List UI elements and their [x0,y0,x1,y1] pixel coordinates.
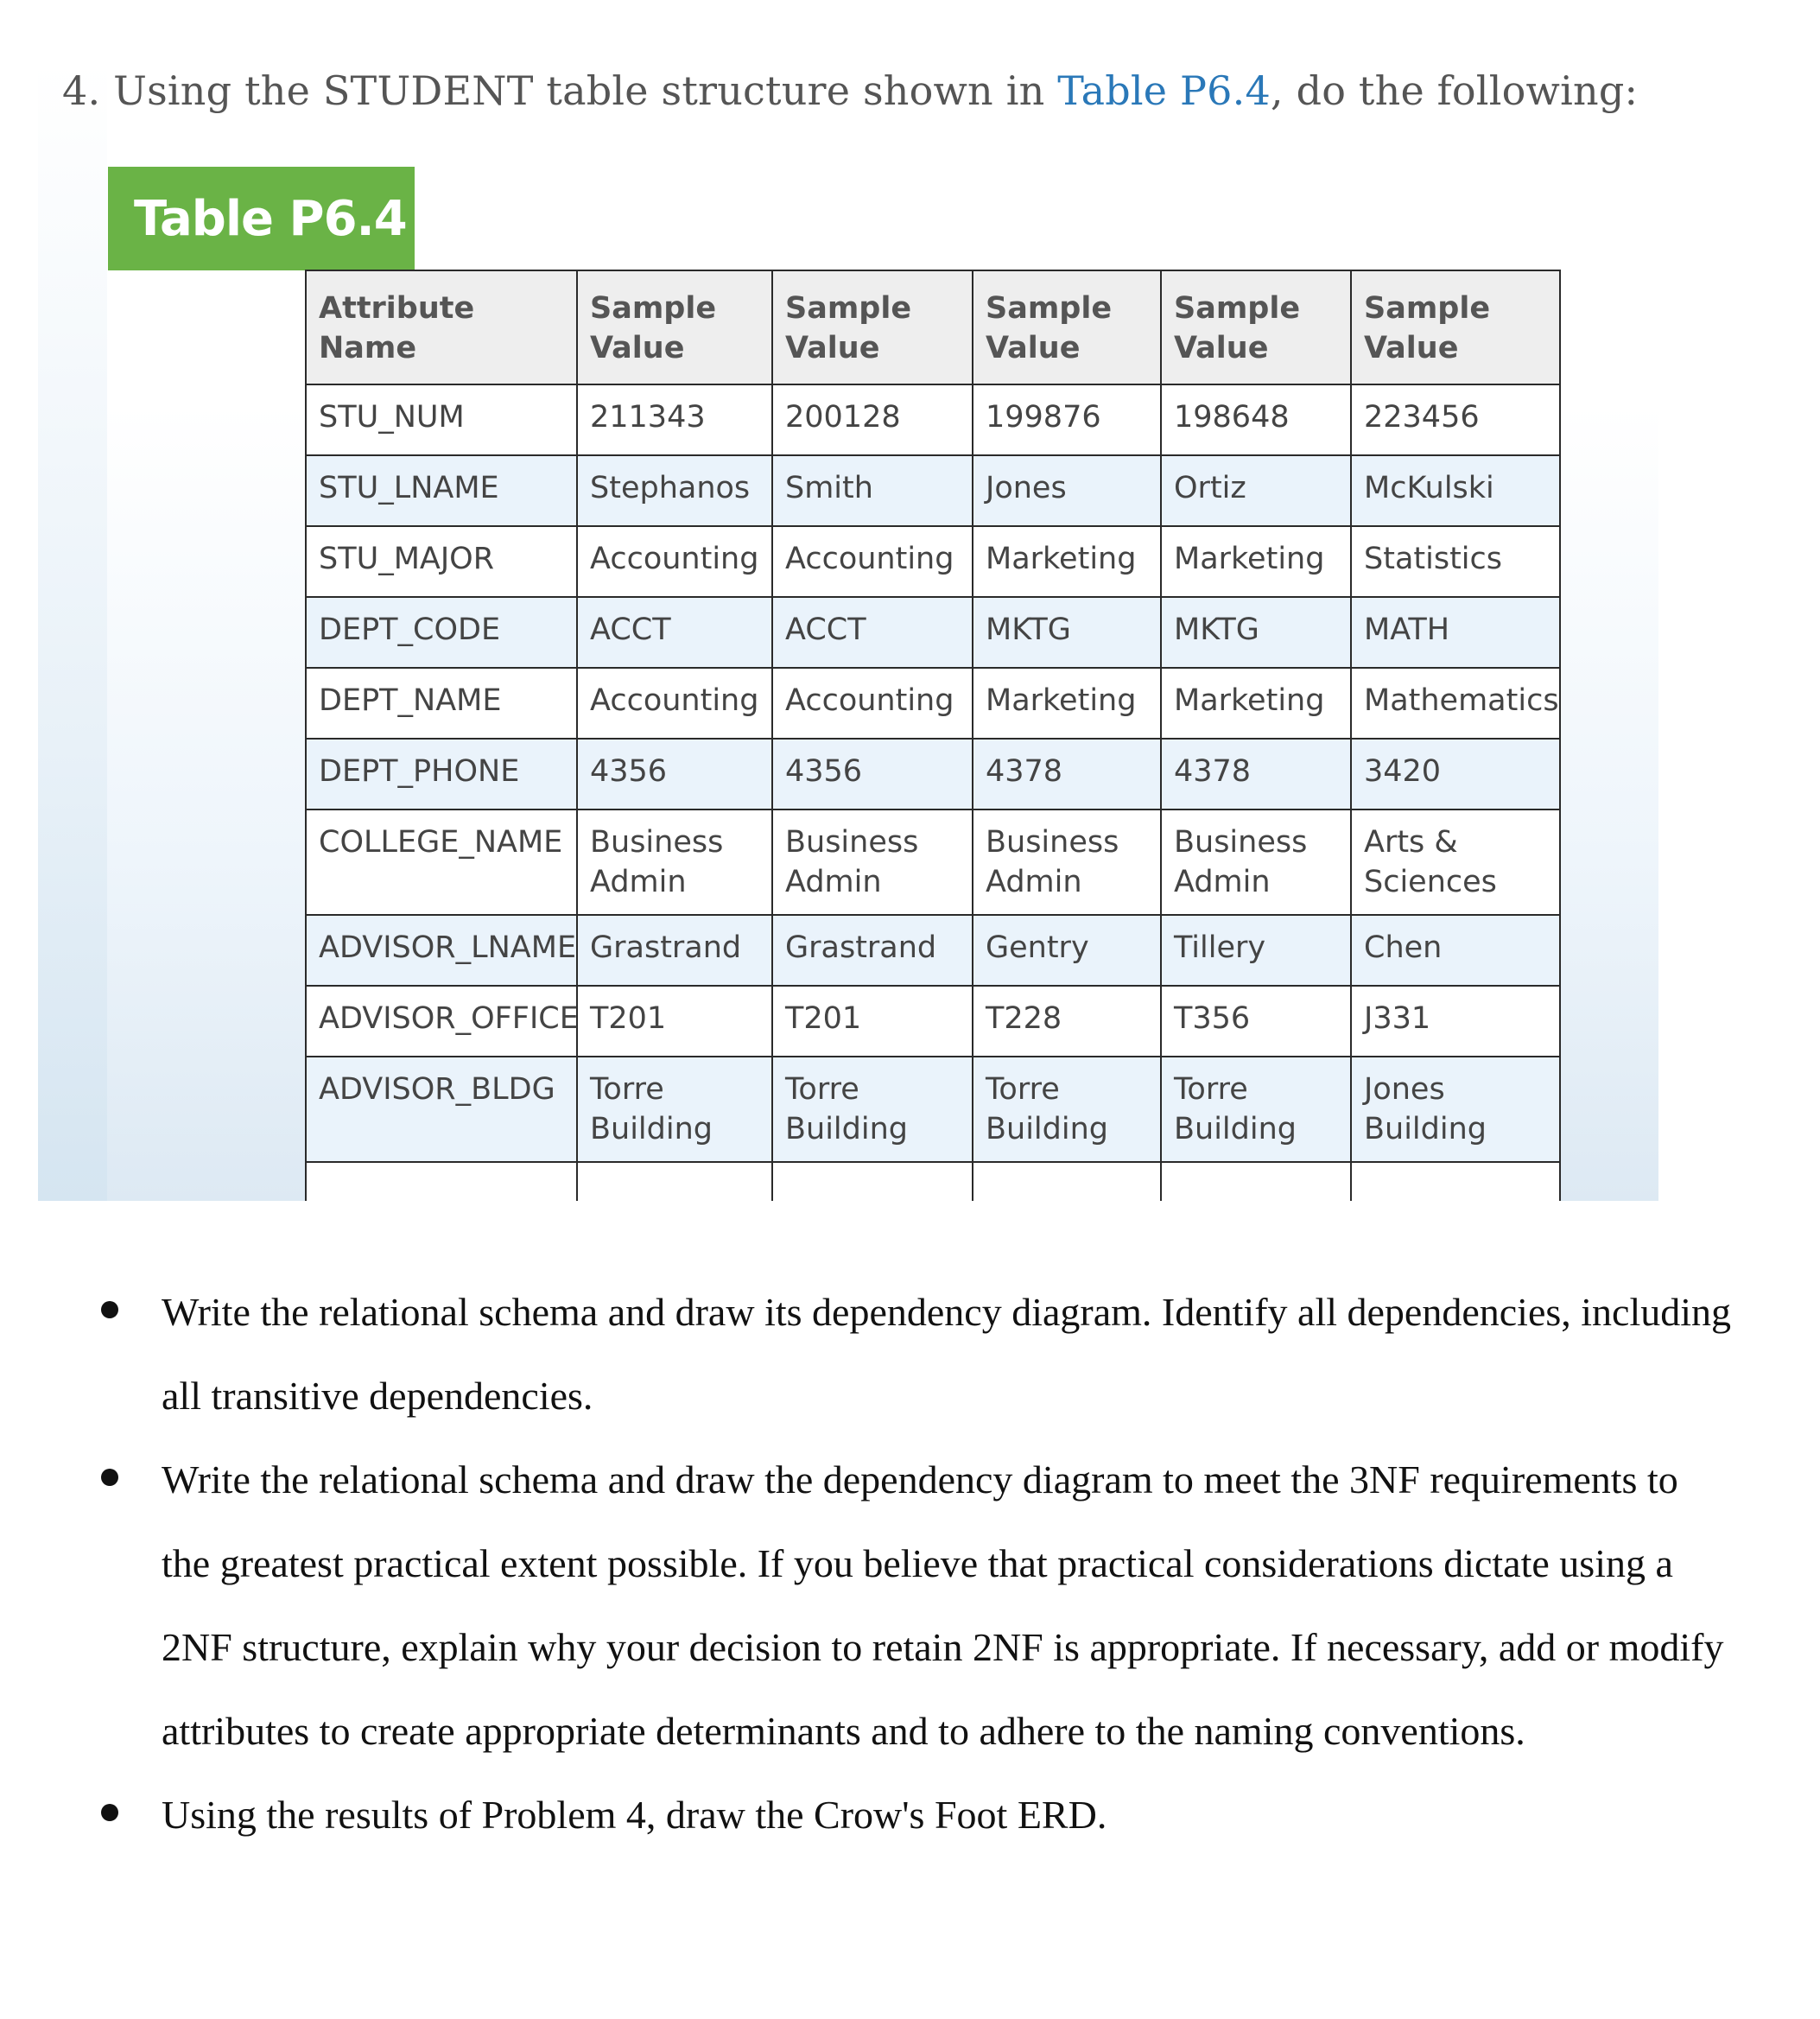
cutoff-cell [1161,1162,1351,1201]
value-cell: ACCT [577,597,772,668]
value-cell: 198648 [1161,384,1351,455]
header-attribute-name: Attribute Name [306,270,577,384]
value-cell: Marketing [973,668,1161,739]
value-cell: Mathematics [1351,668,1560,739]
value-cell: MKTG [1161,597,1351,668]
attribute-cell: ADVISOR_OFFICE [306,986,577,1057]
table-row [306,986,1560,1057]
textbook-excerpt-panel [38,62,1658,1201]
table-row [306,915,1560,986]
attribute-cell: COLLEGE_NAME [306,810,577,915]
cutoff-cell [1351,1162,1560,1201]
attribute-cell: STU_NUM [306,384,577,455]
table-row [306,1057,1560,1162]
value-cell: Accounting [772,668,973,739]
value-cell: MATH [1351,597,1560,668]
value-cell: Marketing [1161,668,1351,739]
attribute-cell: STU_MAJOR [306,526,577,597]
question-heading [62,67,1638,114]
value-cell: Jones Building [1351,1057,1560,1162]
value-cell: 200128 [772,384,973,455]
cutoff-cell [973,1162,1161,1201]
value-cell: T201 [772,986,973,1057]
value-cell: Statistics [1351,526,1560,597]
bullet-icon [101,1301,118,1318]
attribute-cell: ADVISOR_LNAME [306,915,577,986]
value-cell: 211343 [577,384,772,455]
header-sample-value: Sample Value [577,270,772,384]
value-cell: Accounting [577,668,772,739]
value-cell: Gentry [973,915,1161,986]
task-text: Using the results of Problem 4, draw the Crow's Foot ERD. [162,1793,1107,1837]
bullet-icon [101,1804,118,1821]
table-header-row [306,270,1560,384]
attribute-cell: ADVISOR_BLDG [306,1057,577,1162]
value-cell: McKulski [1351,455,1560,526]
value-cell: Accounting [577,526,772,597]
value-cell: 223456 [1351,384,1560,455]
value-cell: ACCT [772,597,973,668]
task-list-item [0,1270,1820,1438]
value-cell: 4378 [973,739,1161,810]
value-cell: T356 [1161,986,1351,1057]
value-cell: Business Admin [1161,810,1351,915]
task-list [0,1270,1820,1857]
value-cell: Arts & Sciences [1351,810,1560,915]
value-cell: Grastrand [772,915,973,986]
value-cell: Torre Building [1161,1057,1351,1162]
value-cell: Marketing [1161,526,1351,597]
bullet-icon [101,1469,118,1486]
table-label-badge: Table P6.4 [108,167,415,270]
header-sample-value: Sample Value [1161,270,1351,384]
value-cell: T201 [577,986,772,1057]
value-cell: Grastrand [577,915,772,986]
value-cell: Stephanos [577,455,772,526]
attribute-cell: DEPT_CODE [306,597,577,668]
value-cell: Jones [973,455,1161,526]
table-row [306,668,1560,739]
task-list-item [0,1438,1820,1773]
table-viewport [305,270,1601,1201]
header-sample-value: Sample Value [772,270,973,384]
task-text: Write the relational schema and draw the dependency diagram to meet the 3NF requirements to the greatest practical extent possible. If you believe that practical considerations dictate using a 2NF structure, explain why your decision to retain 2NF is appropriate. If necessary, add or modify attributes to create appropriate determinants and to adhere to the naming conventions. [162,1457,1724,1753]
value-cell: T228 [973,986,1161,1057]
task-list-item [0,1773,1820,1857]
value-cell: J331 [1351,986,1560,1057]
table-row-cutoff [306,1162,1560,1201]
table-row [306,526,1560,597]
attribute-cell: DEPT_PHONE [306,739,577,810]
value-cell: 4356 [772,739,973,810]
value-cell: MKTG [973,597,1161,668]
value-cell: Chen [1351,915,1560,986]
header-sample-value: Sample Value [1351,270,1560,384]
value-cell: Business Admin [772,810,973,915]
value-cell: 4356 [577,739,772,810]
value-cell: Torre Building [577,1057,772,1162]
value-cell: Ortiz [1161,455,1351,526]
table-row [306,597,1560,668]
value-cell: Torre Building [973,1057,1161,1162]
value-cell: Business Admin [577,810,772,915]
student-table [305,270,1561,1201]
cutoff-cell [306,1162,577,1201]
table-row [306,455,1560,526]
header-sample-value: Sample Value [973,270,1161,384]
value-cell: Tillery [1161,915,1351,986]
attribute-cell: DEPT_NAME [306,668,577,739]
heading-prefix: 4. Using the STUDENT table structure shown in [62,67,1058,114]
value-cell: 3420 [1351,739,1560,810]
value-cell: Accounting [772,526,973,597]
table-row [306,810,1560,915]
cutoff-cell [772,1162,973,1201]
cutoff-cell [577,1162,772,1201]
value-cell: 199876 [973,384,1161,455]
heading-suffix: , do the following: [1270,67,1639,114]
value-cell: Marketing [973,526,1161,597]
value-cell: Torre Building [772,1057,973,1162]
value-cell: Smith [772,455,973,526]
panel-background-strip [38,62,107,1201]
value-cell: Business Admin [973,810,1161,915]
table-row [306,384,1560,455]
value-cell: 4378 [1161,739,1351,810]
table-reference-link[interactable]: Table P6.4 [1057,67,1271,114]
attribute-cell: STU_LNAME [306,455,577,526]
table-row [306,739,1560,810]
task-text: Write the relational schema and draw its dependency diagram. Identify all dependencies, including all transitive dependencies. [162,1290,1732,1418]
